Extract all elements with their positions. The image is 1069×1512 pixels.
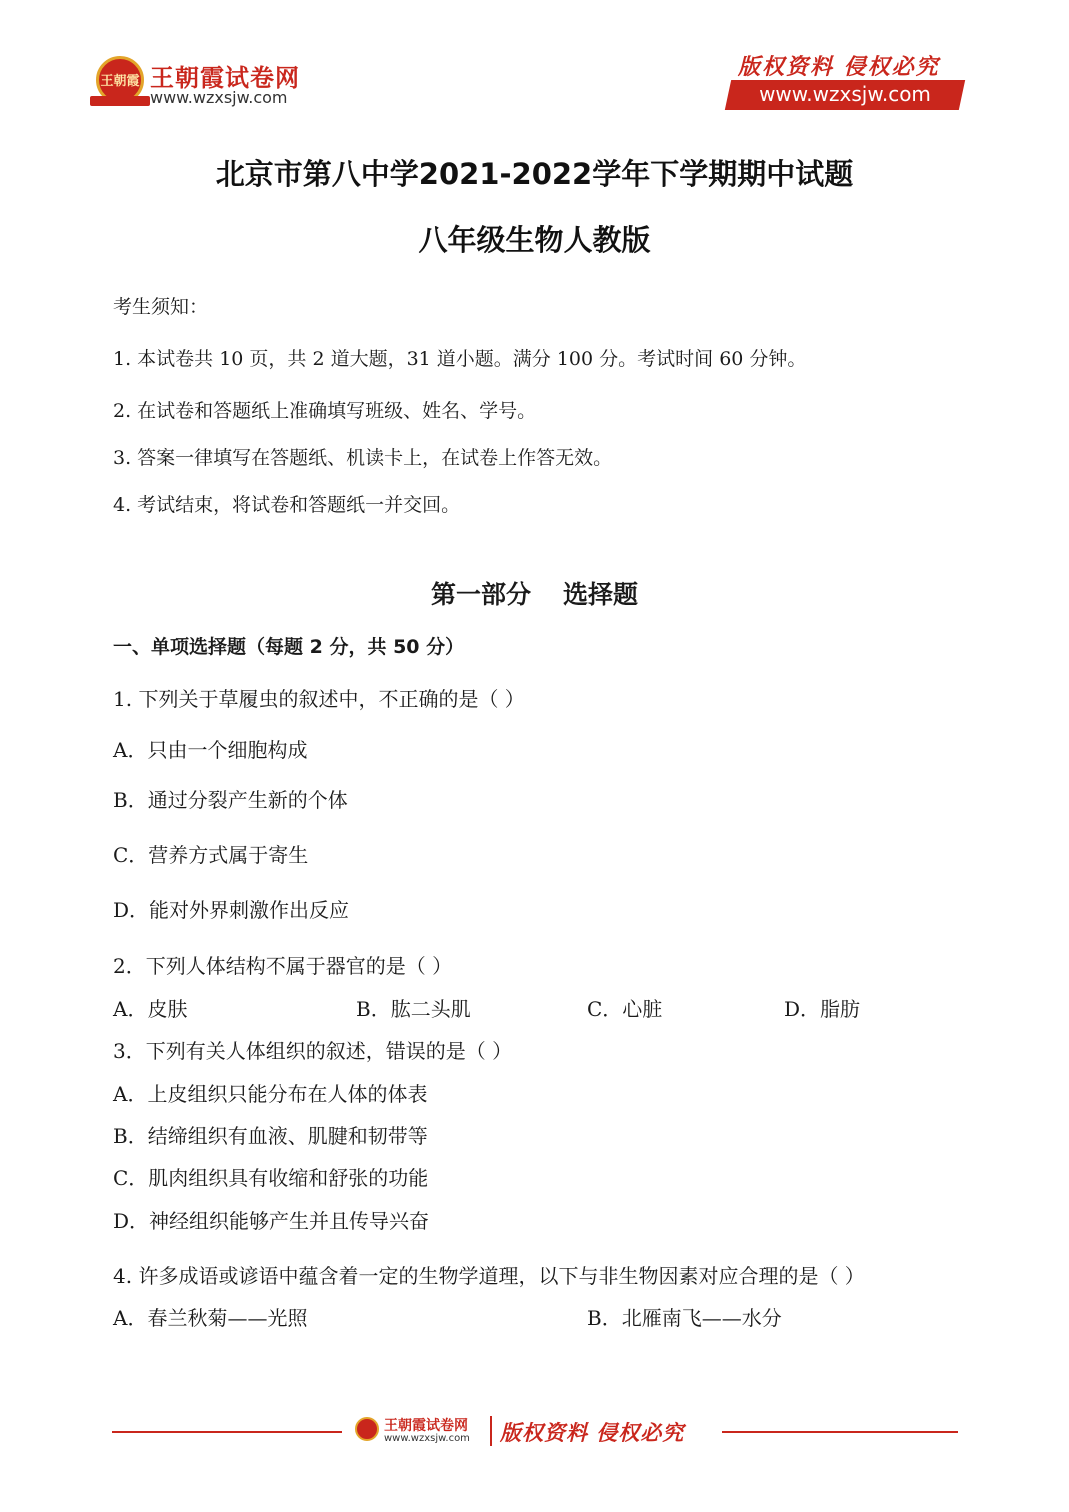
notice-heading: 考生须知：: [113, 296, 209, 318]
exam-title: 北京市第八中学2021-2022学年下学期期中试题: [215, 157, 854, 191]
notice-item: 1. 本试卷共 10 页，共 2 道大题，31 道小题。满分 100 分。考试时间 60 分钟。: [113, 348, 807, 370]
footer-rule-right: [722, 1431, 958, 1433]
question-option: B．北雁南飞——水分: [587, 1306, 782, 1330]
footer-divider: [490, 1416, 492, 1446]
footer-rule-left: [112, 1431, 342, 1433]
section-part: 第一部分: [430, 580, 531, 609]
exam-subtitle: 八年级生物人教版: [418, 223, 651, 257]
question-option: B．结缔组织有血液、肌腱和韧带等: [113, 1124, 428, 1148]
notice-item: 2. 在试卷和答题纸上准确填写班级、姓名、学号。: [113, 400, 537, 422]
question-option: A．皮肤: [113, 997, 188, 1021]
logo-name: 王朝霞试卷网: [150, 64, 300, 92]
question-option: A．春兰秋菊——光照: [113, 1306, 308, 1330]
copyright-notice: 版权资料 侵权必究: [738, 54, 940, 80]
question-option: A．只由一个细胞构成: [113, 738, 308, 762]
question-stem: 3．下列有关人体组织的叙述，错误的是（ ）: [113, 1039, 513, 1063]
question-option: B．肱二头肌: [356, 997, 471, 1021]
section-title: [0, 575, 1069, 611]
question-option: D．脂肪: [784, 997, 861, 1021]
notice-item: 3. 答案一律填写在答题纸、机读卡上，在试卷上作答无效。: [113, 447, 613, 469]
question-option: C．肌肉组织具有收缩和舒张的功能: [113, 1166, 429, 1190]
question-option: C．心脏: [587, 997, 663, 1021]
question-option: C．营养方式属于寄生: [113, 843, 309, 867]
question-stem: 4. 许多成语或谚语中蕴含着一定的生物学道理，以下与非生物因素对应合理的是（ ）: [113, 1264, 865, 1288]
footer-logo-icon: [355, 1417, 379, 1441]
logo-seal-text: 王朝霞: [100, 74, 140, 89]
footer-copyright: 版权资料 侵权必究: [500, 1420, 685, 1445]
question-option: D．能对外界刺激作出反应: [113, 898, 350, 922]
question-stem: 1. 下列关于草履虫的叙述中，不正确的是（ ）: [113, 687, 525, 711]
footer-logo-name: 王朝霞试卷网: [384, 1418, 468, 1434]
url-badge-text: www.wzxsjw.com: [759, 82, 931, 106]
question-option: D．神经组织能够产生并且传导兴奋: [113, 1209, 430, 1233]
section-subheading: 一、单项选择题（每题 2 分，共 50 分）: [113, 636, 465, 658]
logo-url: www.wzxsjw.com: [150, 88, 288, 107]
section-name: 选择题: [563, 580, 639, 609]
notice-item: 4. 考试结束，将试卷和答题纸一并交回。: [113, 494, 461, 516]
question-option: B．通过分裂产生新的个体: [113, 788, 348, 812]
question-stem: 2．下列人体结构不属于器官的是（ ）: [113, 954, 453, 978]
logo-ribbon: [90, 96, 150, 106]
footer-logo-url: www.wzxsjw.com: [384, 1433, 470, 1444]
question-option: A．上皮组织只能分布在人体的体表: [113, 1082, 428, 1106]
